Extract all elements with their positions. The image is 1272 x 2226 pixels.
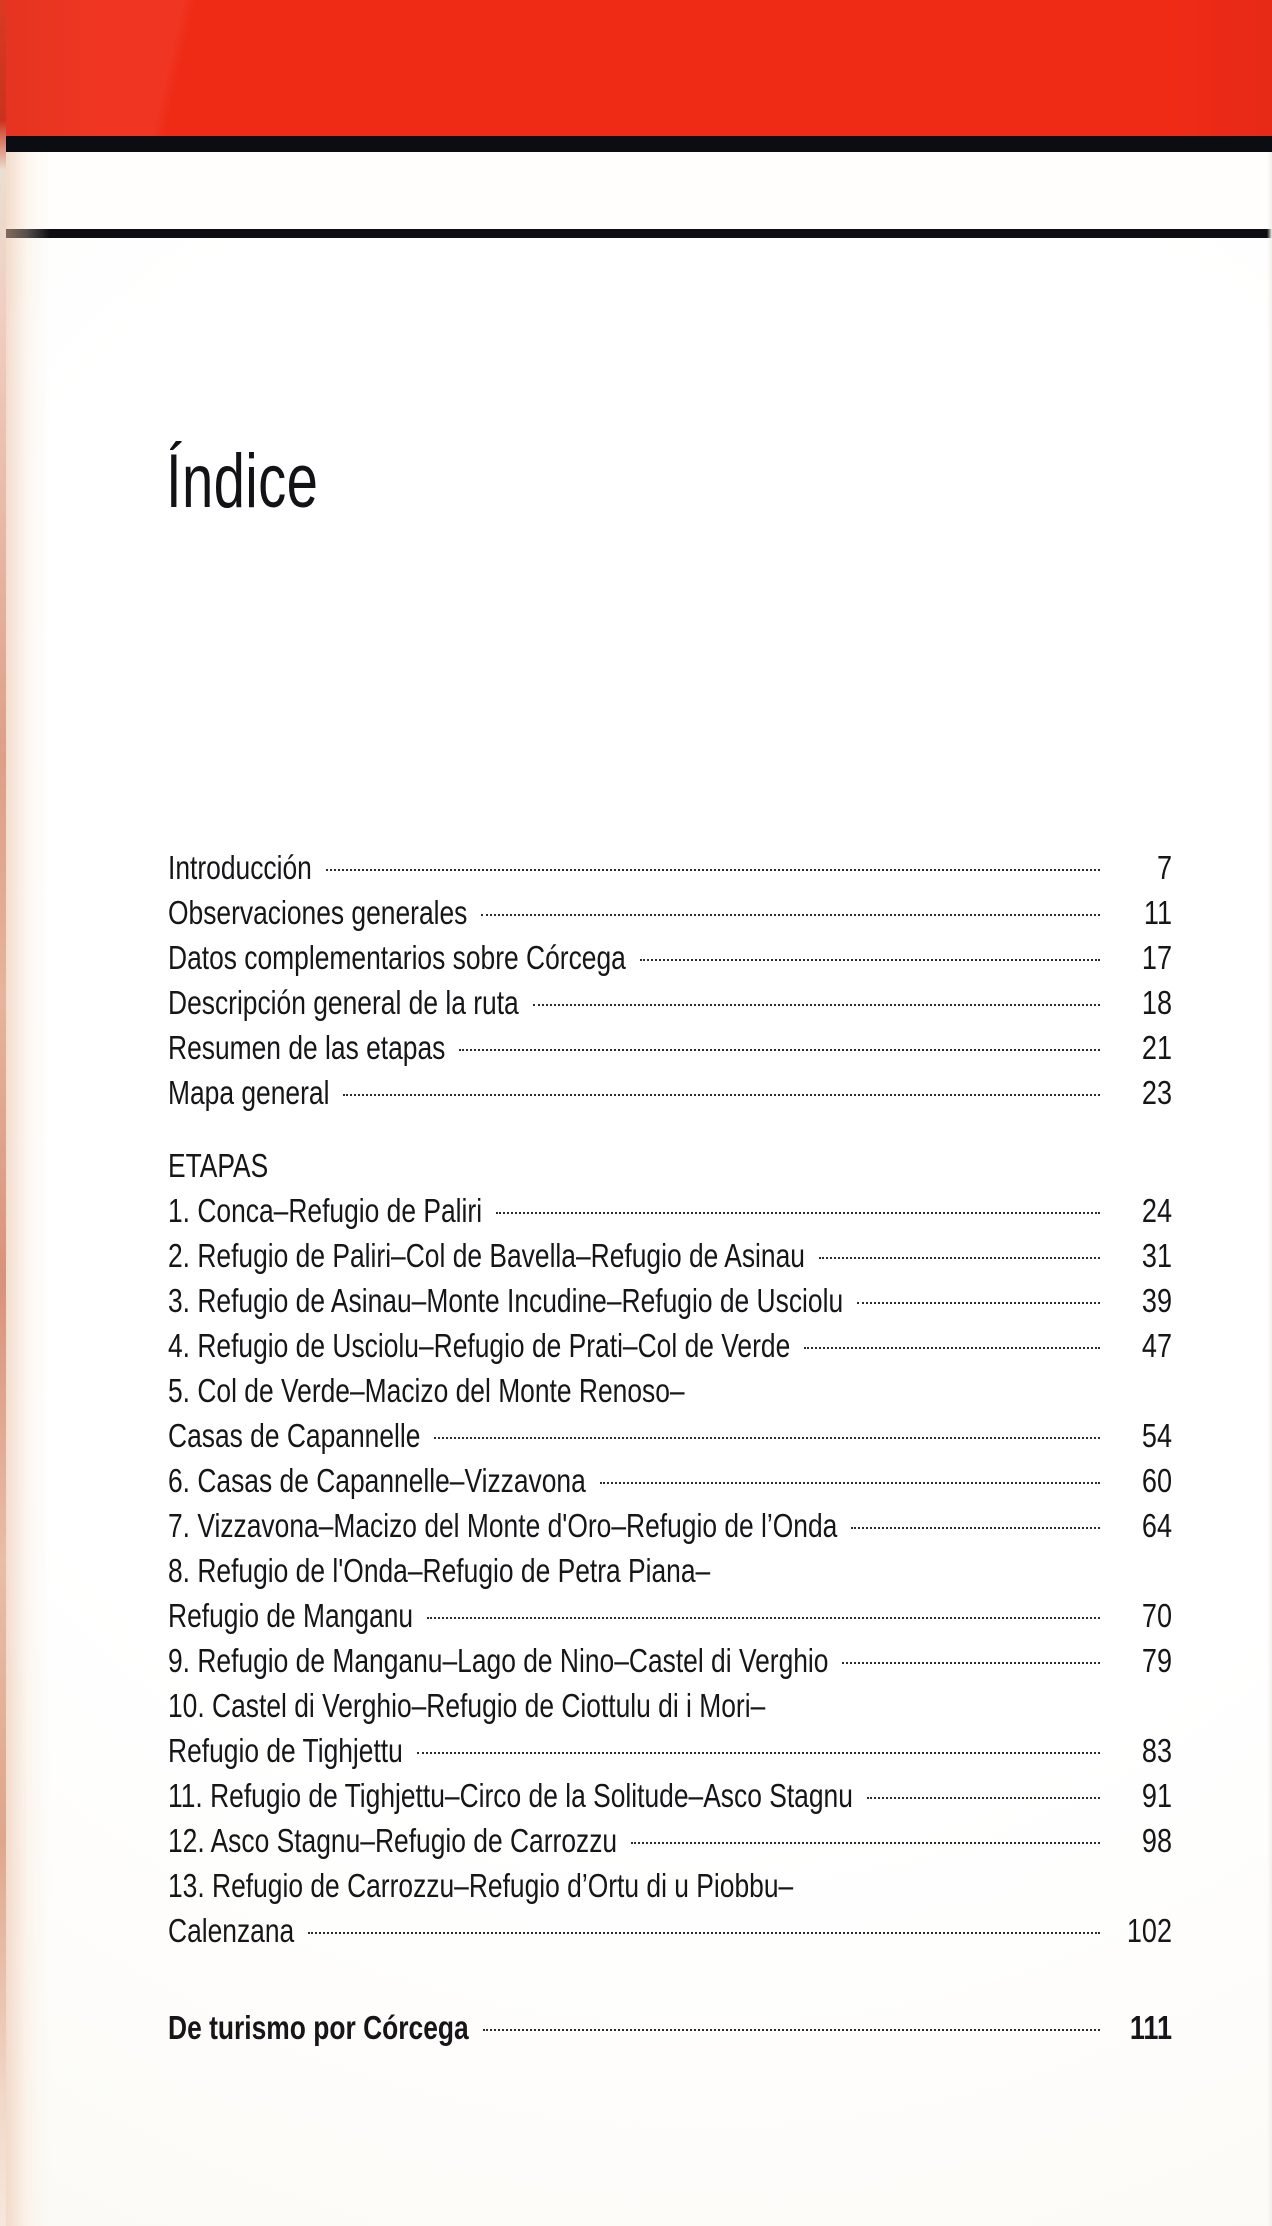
toc-leader-dots (631, 1842, 1100, 1844)
toc-entry-etapa-8-line-2[interactable] (168, 1593, 1172, 1638)
toc-leader-dots (483, 2029, 1100, 2031)
toc-entry-front-4[interactable] (168, 1025, 1172, 1070)
toc-entry-label-wrap (168, 1593, 413, 1638)
toc-leader-dots (427, 1617, 1100, 1619)
toc-entry-label-wrap (168, 1773, 853, 1818)
scan-left-edge-artifact (0, 0, 6, 2226)
toc-entry-label-wrap (168, 1503, 837, 1548)
toc-entry-label-wrap (168, 1368, 685, 1413)
toc-entry-label: 4. Refugio de Usciolu–Refugio de Prati–Col de Verde (168, 1327, 791, 1364)
toc-etapas-group (168, 1143, 1172, 1953)
toc-leader-dots (804, 1347, 1100, 1349)
header-rule-thick (0, 136, 1272, 152)
toc-entry-label-wrap (168, 1728, 403, 1773)
toc-entry-front-5[interactable] (168, 1070, 1172, 1115)
toc-page-number[interactable]: 60 (1141, 1462, 1172, 1499)
toc-entry-label-wrap (168, 890, 467, 935)
toc-entry-label-wrap (168, 1188, 482, 1233)
toc-leader-dots (308, 1932, 1100, 1934)
toc-leader-dots (867, 1797, 1100, 1799)
toc-page-number[interactable]: 54 (1141, 1417, 1172, 1454)
toc-page-number[interactable]: 17 (1141, 939, 1172, 976)
toc-entry-etapa-5-line-1[interactable] (168, 1368, 1172, 1413)
toc-leader-dots (640, 959, 1100, 961)
toc-entry-label: 7. Vizzavona–Macizo del Monte d'Oro–Refugio de l’Onda (168, 1507, 838, 1544)
toc-entry-front-1[interactable] (168, 890, 1172, 935)
toc-page-number[interactable]: 64 (1141, 1507, 1172, 1544)
header-rule-thin (0, 229, 1272, 238)
toc-leader-dots (819, 1257, 1100, 1259)
toc-entry-label: Datos complementarios sobre Córcega (168, 939, 626, 976)
toc-entry-label: Calenzana (168, 1912, 295, 1949)
toc-leader-dots (533, 1004, 1100, 1006)
toc-entry-etapa-8-line-1[interactable] (168, 1548, 1172, 1593)
toc-entry-label: Refugio de Manganu (168, 1597, 414, 1634)
toc-entry-label-wrap (168, 1070, 329, 1115)
toc-page-number[interactable]: 91 (1141, 1777, 1172, 1814)
toc-page-number[interactable]: 11 (1143, 894, 1172, 931)
toc-entry-etapa-13-line-1[interactable] (168, 1863, 1172, 1908)
toc-entry-etapa-11[interactable] (168, 1773, 1172, 1818)
toc-entry-front-0[interactable] (168, 845, 1172, 890)
toc-page-number[interactable]: 21 (1141, 1029, 1172, 1066)
toc-entry-etapa-5-line-2[interactable] (168, 1413, 1172, 1458)
toc-page-number[interactable]: 79 (1141, 1642, 1172, 1679)
toc-entry-etapa-9[interactable] (168, 1638, 1172, 1683)
toc-entry-label: 10. Castel di Verghio–Refugio de Ciottulu di i Mori– (168, 1687, 766, 1724)
toc-page-number[interactable]: 98 (1141, 1822, 1172, 1859)
toc-entry-etapa-1[interactable] (168, 1188, 1172, 1233)
toc-leader-dots (459, 1049, 1100, 1051)
table-of-contents (168, 845, 1172, 2050)
toc-entry-label-wrap (168, 935, 626, 980)
toc-entry-label: Resumen de las etapas (168, 1029, 446, 1066)
toc-entry-label-wrap (168, 1413, 420, 1458)
toc-entry-label-wrap (168, 1458, 586, 1503)
red-header-band (0, 0, 1272, 136)
toc-entry-label: Mapa general (168, 1074, 330, 1111)
toc-entry-label-wrap (168, 1908, 294, 1953)
toc-page-number[interactable]: 24 (1141, 1192, 1172, 1229)
toc-entry-label: 2. Refugio de Paliri–Col de Bavella–Refugio de Asinau (168, 1237, 805, 1274)
toc-entry-front-3[interactable] (168, 980, 1172, 1025)
toc-entry-label: 9. Refugio de Manganu–Lago de Nino–Castel di Verghio (168, 1642, 829, 1679)
toc-entry-label: 8. Refugio de l'Onda–Refugio de Petra Piana– (168, 1552, 711, 1589)
toc-entry-label-wrap (168, 1233, 805, 1278)
toc-leader-dots (600, 1482, 1100, 1484)
toc-entry-label: Casas de Capannelle (168, 1417, 421, 1454)
toc-entry-etapa-13-line-2[interactable] (168, 1908, 1172, 1953)
header-white-gap (0, 152, 1272, 229)
toc-page-number[interactable]: 18 (1141, 984, 1172, 1021)
toc-entry-label: 12. Asco Stagnu–Refugio de Carrozzu (168, 1822, 618, 1859)
toc-entry-front-2[interactable] (168, 935, 1172, 980)
toc-section-heading-label: ETAPAS (168, 1147, 269, 1184)
toc-entry-etapa-6[interactable] (168, 1458, 1172, 1503)
toc-page-number[interactable]: 23 (1141, 1074, 1172, 1111)
toc-leader-dots (481, 914, 1100, 916)
toc-entry-label: 1. Conca–Refugio de Paliri (168, 1192, 483, 1229)
toc-page-number[interactable]: 47 (1141, 1327, 1172, 1364)
toc-leader-dots (496, 1212, 1100, 1214)
toc-entry-label: Introducción (168, 849, 312, 886)
toc-entry-etapa-3[interactable] (168, 1278, 1172, 1323)
toc-entry-label-wrap (168, 1818, 617, 1863)
toc-entry-etapa-2[interactable] (168, 1233, 1172, 1278)
toc-page-number[interactable]: 102 (1126, 1912, 1172, 1949)
toc-entry-label-wrap (168, 1025, 445, 1070)
toc-entry-label: De turismo por Córcega (168, 2009, 469, 2046)
toc-entry-etapa-10-line-2[interactable] (168, 1728, 1172, 1773)
toc-page-number[interactable]: 83 (1141, 1732, 1172, 1769)
toc-page-number[interactable]: 7 (1156, 849, 1172, 886)
toc-entry-etapa-10-line-1[interactable] (168, 1683, 1172, 1728)
toc-group-spacer (168, 1115, 1172, 1131)
toc-section-heading-etapas (168, 1143, 1172, 1188)
toc-entry-label-wrap (168, 1683, 765, 1728)
toc-leader-dots (434, 1437, 1100, 1439)
toc-entry-label: 13. Refugio de Carrozzu–Refugio d’Ortu di u Piobbu– (168, 1867, 794, 1904)
toc-entry-label: 11. Refugio de Tighjettu–Circo de la Solitude–Asco Stagnu (168, 1777, 853, 1814)
page-title: Índice (166, 438, 319, 524)
scan-left-shadow-artifact (4, 152, 50, 2226)
toc-leader-dots (857, 1302, 1100, 1304)
toc-page-number[interactable]: 39 (1141, 1282, 1172, 1319)
toc-entry-label: Refugio de Tighjettu (168, 1732, 403, 1769)
toc-entry-etapa-4[interactable] (168, 1323, 1172, 1368)
toc-entry-label: 6. Casas de Capannelle–Vizzavona (168, 1462, 586, 1499)
toc-entry-label: Observaciones generales (168, 894, 468, 931)
toc-entry-label-wrap (168, 1323, 790, 1368)
toc-entry-label: Descripción general de la ruta (168, 984, 519, 1021)
toc-page-number[interactable]: 70 (1141, 1597, 1172, 1634)
toc-leader-dots (417, 1752, 1100, 1754)
toc-entry-label-wrap (168, 1548, 710, 1593)
toc-entry-label-wrap (168, 980, 519, 1025)
toc-leader-dots (326, 869, 1100, 871)
toc-entry-label: 3. Refugio de Asinau–Monte Incudine–Refugio de Usciolu (168, 1282, 844, 1319)
toc-leader-dots (842, 1662, 1100, 1664)
toc-entry-etapa-7[interactable] (168, 1503, 1172, 1548)
toc-entry-label-wrap (168, 1638, 828, 1683)
toc-entry-label: 5. Col de Verde–Macizo del Monte Renoso– (168, 1372, 685, 1409)
toc-entry-label-wrap (168, 1278, 843, 1323)
toc-front-matter-group (168, 845, 1172, 1115)
toc-entry-label-wrap (168, 845, 312, 890)
scan-right-edge-artifact (1267, 152, 1272, 2226)
toc-entry-label-wrap (168, 1863, 793, 1908)
toc-leader-dots (851, 1527, 1100, 1529)
toc-entry-etapa-12[interactable] (168, 1818, 1172, 1863)
toc-leader-dots (343, 1094, 1100, 1096)
toc-back-matter-group (168, 2005, 1172, 2050)
toc-page-number[interactable]: 31 (1141, 1237, 1172, 1274)
toc-entry-label-wrap (168, 2005, 469, 2050)
toc-entry-back-0[interactable] (168, 2005, 1172, 2050)
toc-page-number[interactable]: 111 (1129, 2009, 1172, 2046)
